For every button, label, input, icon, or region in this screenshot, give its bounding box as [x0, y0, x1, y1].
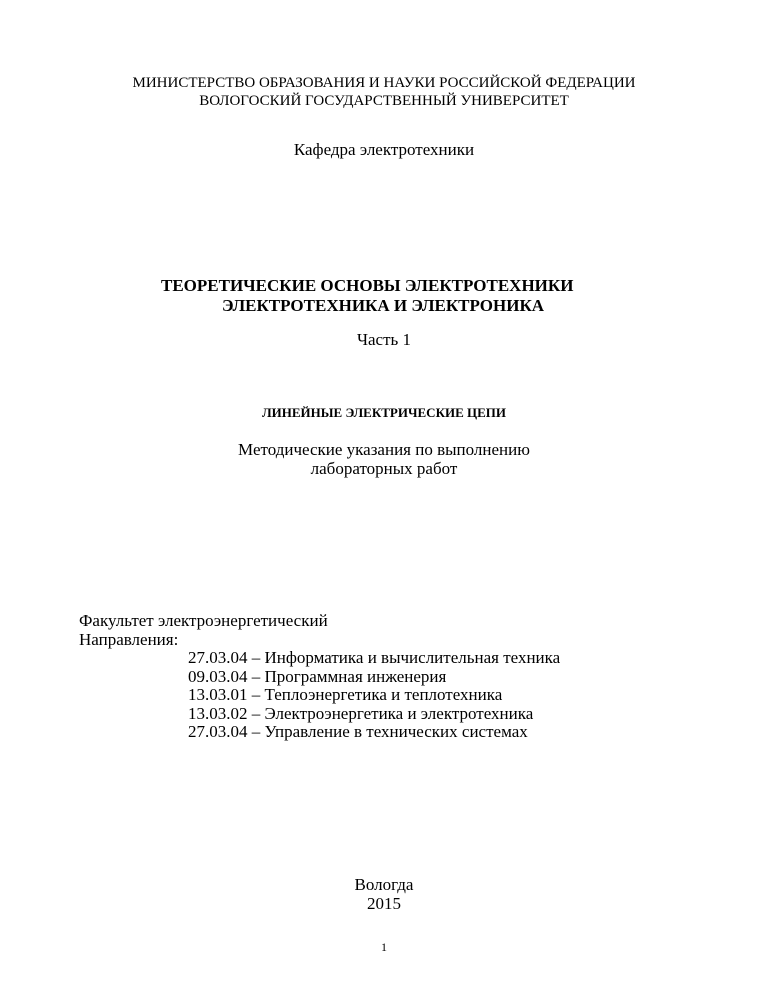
publication-year: 2015	[367, 894, 401, 913]
faculty-name: Факультет электроэнергетический	[79, 611, 328, 630]
city-name: Вологда	[354, 875, 414, 894]
ministry-name: МИНИСТЕРСТВО ОБРАЗОВАНИЯ И НАУКИ РОССИЙСКОЙ ФЕДЕРАЦИИ	[132, 75, 636, 91]
subject-title: ЛИНЕЙНЫЕ ЭЛЕКТРИЧЕСКИЕ ЦЕПИ	[261, 405, 507, 420]
guidelines-line-1: Методические указания по выполнению	[238, 440, 530, 459]
directions-list	[188, 649, 560, 742]
page-number: 1	[381, 940, 387, 954]
department-name: Кафедра электротехники	[293, 140, 475, 159]
guidelines-text	[0, 440, 768, 478]
faculty-block	[79, 611, 328, 649]
direction-item: 27.03.04 – Управление в технических системах	[188, 722, 528, 741]
direction-item: 09.03.04 – Программная инженерия	[188, 666, 447, 686]
university-name: ВОЛОГОСКИЙ ГОСУДАРСТВЕННЫЙ УНИВЕРСИТЕТ	[199, 93, 569, 109]
directions-label: Направления:	[79, 630, 179, 649]
direction-item: 13.03.01 – Теплоэнергетика и теплотехника	[188, 685, 503, 704]
direction-item: 27.03.04 – Информатика и вычислительная техника	[188, 648, 561, 667]
ministry-header	[0, 74, 768, 110]
title-line-1: ТЕОРЕТИЧЕСКИЕ ОСНОВЫ ЭЛЕКТРОТЕХНИКИ	[161, 276, 574, 295]
guidelines-line-2: лабораторных работ	[310, 459, 458, 478]
direction-item: 13.03.02 – Электроэнергетика и электротехника	[188, 703, 534, 723]
title-line-2: ЭЛЕКТРОТЕХНИКА И ЭЛЕКТРОНИКА	[222, 296, 545, 315]
part-number: Часть 1	[356, 330, 412, 349]
city-year	[0, 875, 768, 913]
